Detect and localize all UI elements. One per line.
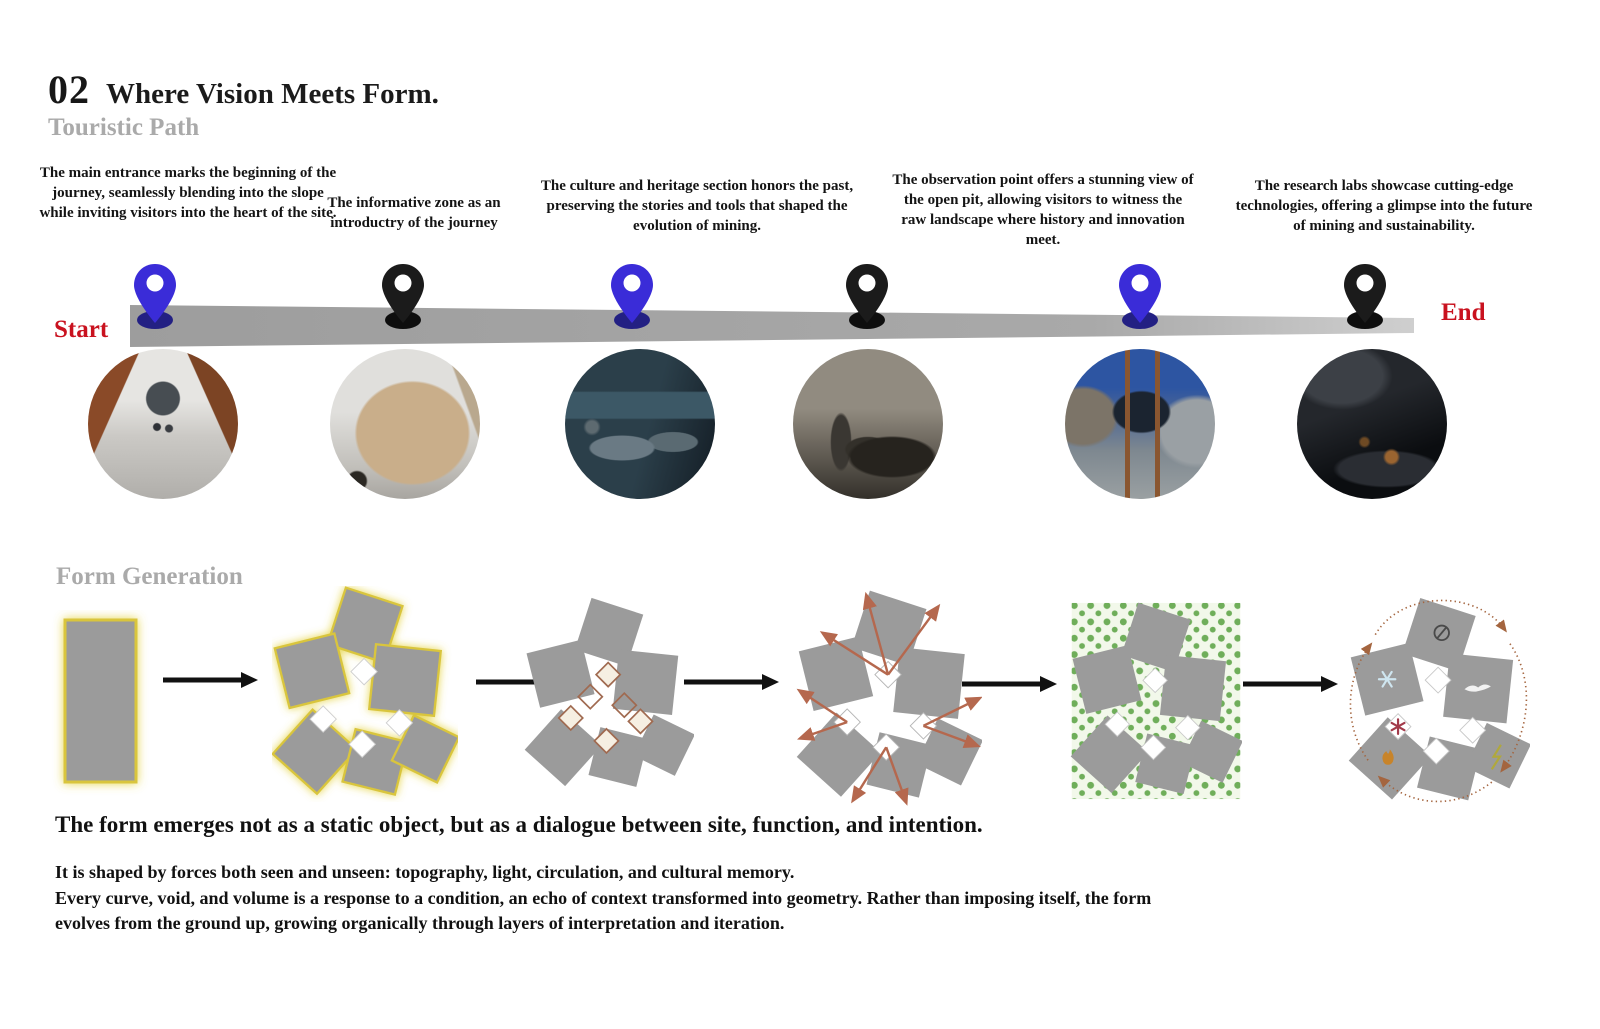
start-label: Start	[54, 316, 109, 343]
map-pin-icon	[845, 262, 889, 330]
stop-photo	[565, 349, 715, 499]
formgen-stage-force-vectors	[796, 586, 982, 808]
page-title: Where Vision Meets Form.	[106, 78, 439, 110]
stop-description: The research labs showcase cutting-edge technologies, offering a glimpse into the future of mining and sustainability.	[1235, 178, 1533, 235]
end-label: End	[1441, 299, 1486, 326]
stage-arrow-icon	[684, 674, 779, 690]
section-number: 02	[48, 67, 90, 112]
map-pin-icon	[610, 262, 654, 330]
map-pin-icon	[1343, 262, 1387, 330]
conclusion-headline: The form emerges not as a static object, but as a dialogue between site, function, and intention.	[55, 812, 983, 837]
touristic-path-heading: Touristic Path	[48, 114, 200, 141]
formgen-stage-initial-volume	[50, 610, 150, 800]
timeline-bar	[126, 298, 1420, 352]
stop-photo	[793, 349, 943, 499]
stop-photo	[1065, 349, 1215, 499]
conclusion-line: It is shaped by forces both seen and unseen: topography, light, circulation, and cultural memory.	[55, 862, 795, 882]
formgen-stage-program-climate	[1348, 596, 1530, 808]
stop-photo	[88, 349, 238, 499]
stop-photo	[330, 349, 480, 499]
conclusion-line: Every curve, void, and volume is a response to a condition, an echo of context transformed into geometry. Rather than imposing itself, the form evolves from the ground up, growing organically through layers of interpretation and iteration.	[55, 887, 1152, 934]
formgen-stage-adjacency	[524, 592, 694, 798]
stage-arrow-icon	[1243, 676, 1338, 692]
map-pin-icon	[381, 262, 425, 330]
stage-arrow-icon	[163, 672, 258, 688]
stop-photo	[1297, 349, 1447, 499]
stop-description: The observation point offers a stunning view of the open pit, allowing visitors to witness the raw landscape where history and innovation meet.	[892, 172, 1194, 249]
formgen-stage-fragmentation	[272, 586, 458, 802]
page-header	[48, 66, 439, 113]
stage-arrow-icon	[962, 676, 1057, 692]
stop-description: The culture and heritage section honors the past, preserving the stories and tools that shaped the evolution of mining.	[540, 178, 854, 235]
conclusion-paragraph	[55, 860, 1170, 937]
stop-description: The informative zone as an introductry of the journey	[327, 195, 501, 232]
map-pin-icon	[1118, 262, 1162, 330]
formgen-stage-landscape	[1070, 590, 1242, 812]
map-pin-icon	[133, 262, 177, 330]
form-generation-heading: Form Generation	[56, 563, 243, 590]
stop-description: The main entrance marks the beginning of the journey, seamlessly blending into the slope while inviting visitors into the heart of the site.	[39, 165, 337, 222]
